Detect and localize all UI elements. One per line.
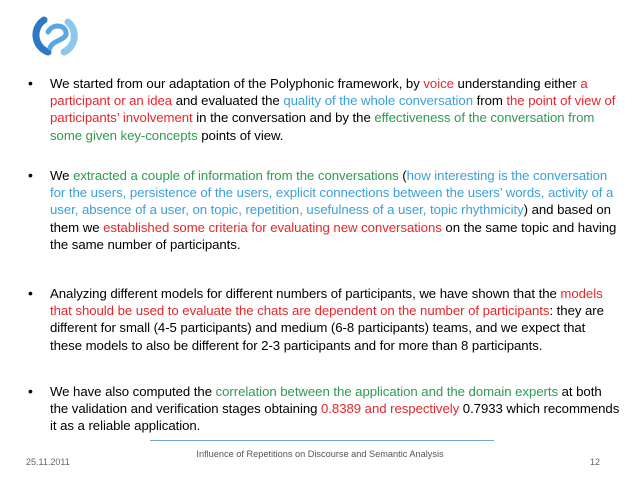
body-text: at both the validation and verification stages obtaining — [50, 384, 602, 417]
body-text: ) and based on them we — [50, 202, 611, 235]
body-text: Analyzing different models for different numbers of participants, we have shown that the — [50, 286, 561, 301]
bullet-text — [50, 167, 620, 253]
bullet-marker: • — [28, 75, 33, 91]
body-text: from — [473, 93, 507, 109]
highlighted-text: established some criteria for evaluating new conversations — [103, 219, 442, 235]
body-text: on the same topic and having the same number of participants. — [50, 219, 617, 252]
body-text: ( — [398, 168, 407, 183]
body-text: We — [50, 168, 74, 183]
bullet-marker: • — [28, 167, 33, 183]
footer-divider — [150, 440, 494, 441]
footer-date: 25.11.2011 — [26, 457, 70, 467]
bullet-text — [50, 75, 620, 144]
body-text: 0.7933 which recommends it as a reliable application. — [50, 401, 620, 434]
highlighted-text: voice — [423, 76, 454, 91]
highlighted-text: the point of view of participants’ involvement — [50, 93, 616, 126]
body-text: understanding either — [453, 76, 581, 91]
footer-title: Influence of Repetitions on Discourse and Semantic Analysis — [196, 449, 444, 459]
highlighted-text: 0.8389 and respectively — [321, 401, 460, 417]
body-text: and evaluated the — [172, 93, 284, 109]
body-text: in the conversation and by the — [192, 110, 375, 126]
body-text: : they are different for small (4-5 participants) and medium (6-8 participants) teams, and we expect that these models to also be different for 2-3 participants and for more than 8 participants. — [50, 303, 604, 353]
page-number: 12 — [590, 457, 601, 467]
highlighted-text: how interesting is the conversation for the users, persistence of the users, explicit connections between the users’ words, activity of a user, absence of a user, on topic, repetition, usefulness of a user, topic rhythmicity — [50, 168, 614, 218]
body-text: We started from our adaptation of the Polyphonic framework, by — [50, 76, 424, 91]
bullet-marker: • — [28, 285, 33, 301]
highlighted-text: a participant or an idea — [50, 76, 588, 109]
highlighted-text: quality of the whole conversation — [283, 93, 473, 109]
body-text: points of view. — [197, 127, 284, 143]
bullet-text — [50, 285, 620, 354]
body-text: We have also computed the — [50, 384, 216, 399]
highlighted-text: effectiveness of the conversation from some given key-concepts — [50, 110, 595, 143]
highlighted-text: correlation between the application and the domain experts — [215, 384, 559, 399]
highlighted-text: extracted a couple of information from the conversations — [73, 168, 399, 183]
bullet-marker: • — [28, 383, 33, 399]
logo-icon — [32, 12, 82, 58]
highlighted-text: models that should be used to evaluate the chats are dependent on the number of participants — [50, 286, 603, 319]
bullet-text — [50, 383, 620, 435]
